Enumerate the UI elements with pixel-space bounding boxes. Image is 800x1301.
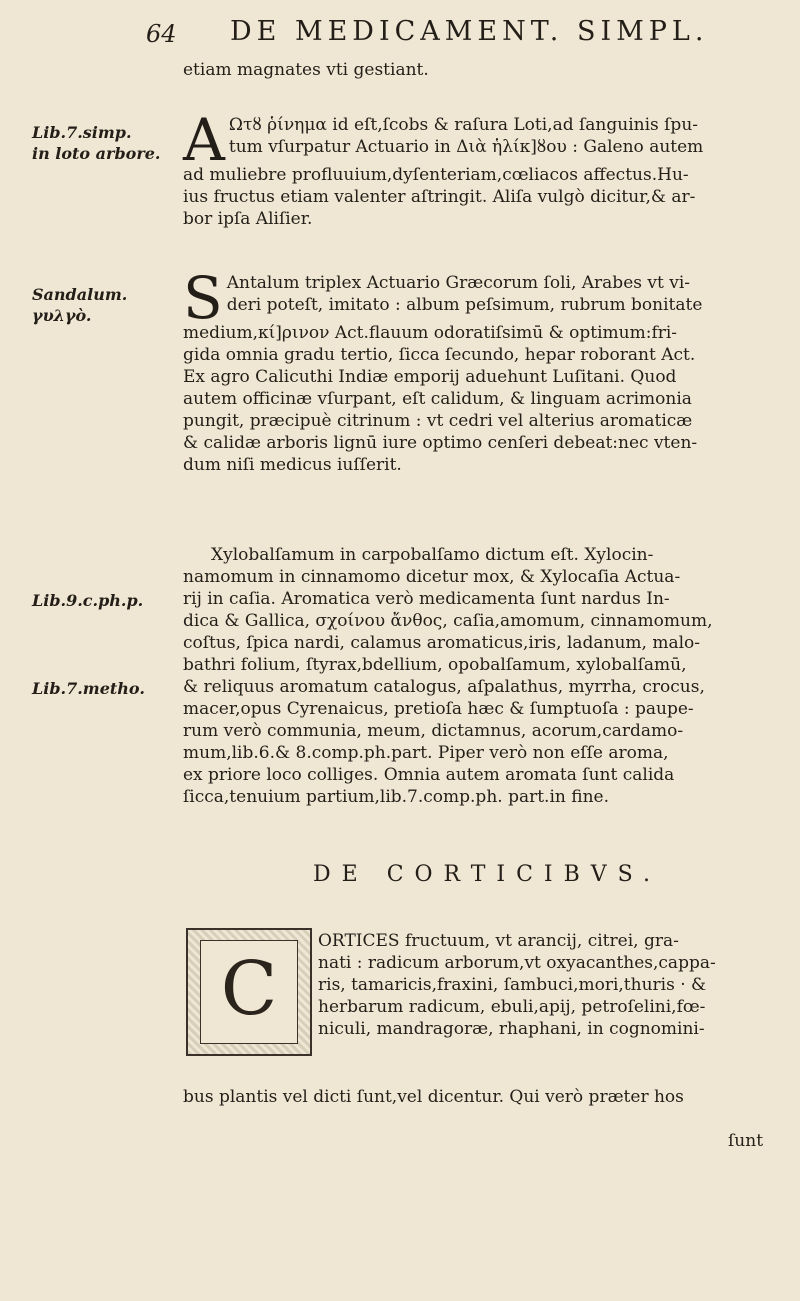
running-head: DE MEDICAMENT. SIMPL. [230,16,709,47]
paragraph-aromatica-body [183,566,768,808]
text-line: coſtus, ſpica nardi, calamus aromaticus,iris, ladanum, malo- [183,633,701,653]
text-line: ad muliebre profluuium,dyſenteriam,cœliacos affectus.Hu- [183,165,689,185]
text-line: ORTICES fructuum, vt arancij, citrei, gra- [318,931,679,951]
woodcut-letter: C [220,946,278,1032]
margin-note-line: Sandalum. [32,285,128,304]
margin-note-lib7-metho [32,678,182,699]
margin-note-lib9 [32,590,182,611]
text-line: Antalum triplex Actuario Græcorum ſoli, Arabes vt vi- [226,273,691,293]
text-line: medium,κί]ρινον Act.flauum odoratiſsimū & optimum:fri- [183,323,678,343]
text-line: herbarum radicum, ebuli,apij, petroſelini,fœ- [318,997,706,1017]
text-line: nati : radicum arborum,vt oxyacanthes,cappa- [318,953,716,973]
paragraph-santalum [183,264,768,476]
text-line: bor ipſa Aliſier. [183,209,313,229]
text-line: ſicca,tenuium partium,lib.7.comp.ph. part.in fine. [183,787,609,807]
margin-note-line: in loto arbore. [32,144,161,163]
woodcut-frame [200,940,298,1044]
text-line: Ex agro Calicuthi Indiæ emporij aduehunt Luſitani. Quod [183,367,677,387]
margin-note-line: Lib.7.simp. [32,123,132,142]
text-line: rij in caſia. Aromatica verò medicamenta ſunt nardus In- [183,589,670,609]
text-line: & calidæ arboris lignū iure optimo cenſeri debeat:nec vten- [183,433,698,453]
text-line: namomum in cinnamomo dicetur mox, & Xylocaſia Actua- [183,567,681,587]
text-line: rum verò communia, meum, dictamnus, acorum,cardamo- [183,721,684,741]
text-line: dum niſi medicus iuſſerit. [183,455,402,475]
text-line: Xylobalſamum in carpobalſamo dictum eſt. Xylocin- [211,545,654,565]
text-line: & reliquus aromatum catalogus, aſpalathus, myrrha, crocus, [183,677,705,697]
drop-cap: A [183,106,225,174]
text-line: ex priore loco colliges. Omnia autem aromata ſunt calida [183,765,675,785]
catchword: ſunt [728,1131,764,1151]
text-line: tum vſurpatur Actuario in Διὰ ἡλίκ]ȣου : Galeno autem [228,137,704,157]
margin-note-line: Lib.7.metho. [32,679,145,698]
page-number: 64 [146,20,177,48]
section-heading: DE CORTICIBVS. [313,862,661,887]
text-line: bathri folium, ſtyrax,bdellium, opobalſamum, xylobalſamū, [183,655,687,675]
text-line: gida omnia gradu tertio, ſicca ſecundo, hepar roborant Act. [183,345,696,365]
paragraph-cortices-cont [183,1086,768,1108]
margin-note-line: γυλγò. [32,306,92,325]
margin-note-loto [32,122,182,164]
paragraph-lotus [183,106,768,230]
margin-note-sandalum [32,284,182,326]
text-line: ris, tamaricis,fraxini, ſambuci,mori,thuris · & [318,975,707,995]
text-line: pungit, præcipuè citrinum : vt cedri vel alterius aromaticæ [183,411,693,431]
text-line: Ωτȣ ῥίνημα id eſt,ſcobs & raſura Loti,ad ſanguinis ſpu- [228,115,699,135]
drop-cap: S [183,264,223,332]
text-line: niculi, mandragoræ, rhaphani, in cognomini- [318,1019,705,1039]
text-line: macer,opus Cyrenaicus, pretioſa hæc & ſumptuoſa : paupe- [183,699,694,719]
text-line: bus plantis vel dicti ſunt,vel dicentur. Qui verò præter hos [183,1087,684,1107]
paragraph-cortices [318,930,768,1040]
margin-note-line: Lib.9.c.ph.p. [32,591,144,610]
continuation-line: etiam magnates vti gestiant. [183,60,429,80]
text-line: ius fructus etiam valenter aſtringit. Aliſa vulgò dicitur,& ar- [183,187,696,207]
woodcut-initial [186,928,312,1056]
text-line: deri poteſt, imitato : album peſsimum, rubrum bonitate [226,295,703,315]
text-line: autem officinæ vſurpant, eſt calidum, & linguam acrimonia [183,389,692,409]
text-line: dica & Gallica, σχοίνου ἄνθος, caſia,amomum, cinnamomum, [183,611,713,631]
paragraph-aromatica [183,544,768,566]
text-line: mum,lib.6.& 8.comp.ph.part. Piper verò non eſſe aroma, [183,743,669,763]
